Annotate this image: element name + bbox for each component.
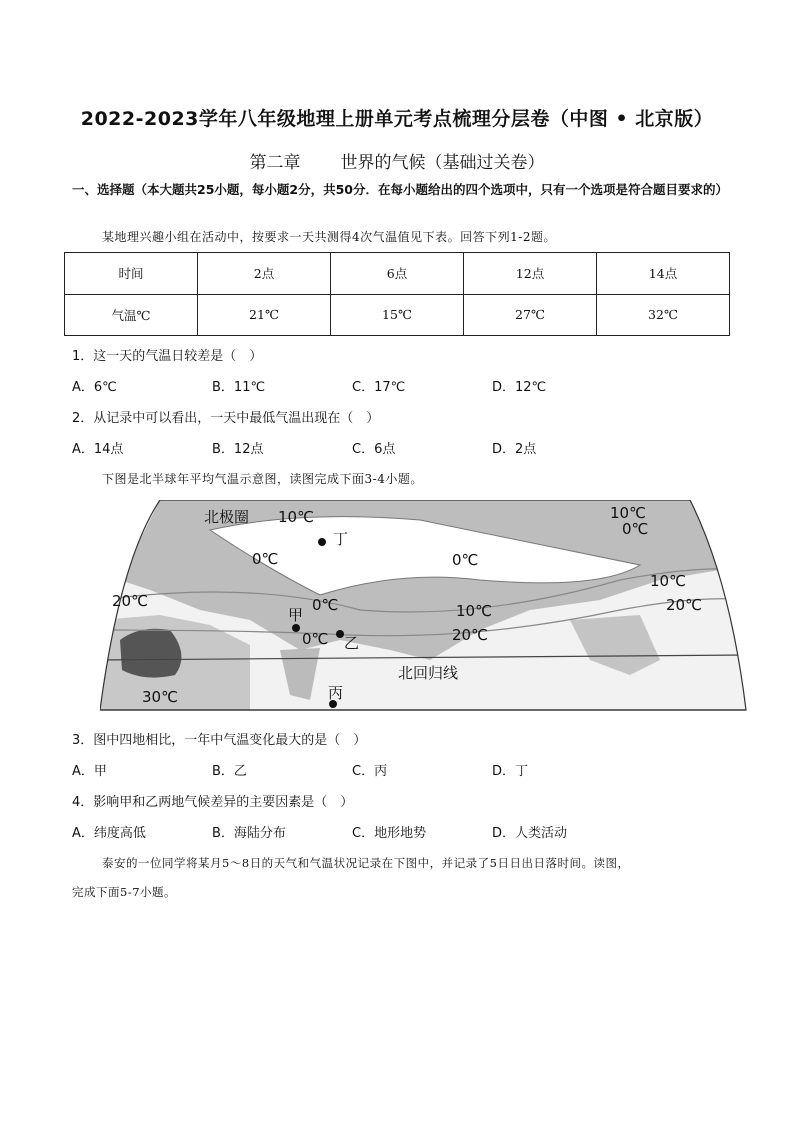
chapter-number: 第二章 (249, 153, 301, 173)
option-c[interactable]: C．6点 (352, 442, 396, 457)
intro-q5-7-line1: 泰安的一位同学将某月5～8日的天气和气温状况记录在下图中，并记录了5日日出日落时间。读图， (102, 856, 630, 870)
label-yi: 乙 (344, 634, 360, 652)
table-cell: 27℃ (464, 294, 597, 336)
label-10c: 10℃ (456, 602, 492, 620)
chapter-title: 世界的气候（基础过关卷） (340, 153, 545, 173)
label-tropic-of-cancer: 北回归线 (398, 664, 459, 682)
question-4: 4．影响甲和乙两地气候差异的主要因素是（ ） (72, 795, 354, 810)
option-b[interactable]: B．11℃ (212, 380, 266, 395)
option-b[interactable]: B．乙 (212, 764, 247, 779)
label-10c: 10℃ (610, 504, 646, 522)
table-cell: 12点 (464, 253, 597, 295)
option-a[interactable]: A．14点 (72, 442, 124, 457)
table-cell: 15℃ (331, 294, 464, 336)
table-cell: 32℃ (597, 294, 730, 336)
label-arctic-circle: 北极圈 (204, 508, 250, 526)
location-yi-dot (336, 630, 344, 638)
table-cell: 14点 (597, 253, 730, 295)
section-instructions (72, 180, 732, 200)
option-d[interactable]: D．12℃ (492, 380, 547, 395)
label-10c: 10℃ (650, 572, 686, 590)
option-b[interactable]: B．12点 (212, 442, 264, 457)
temperature-map (100, 500, 748, 714)
label-0c: 0℃ (312, 596, 339, 614)
label-20c: 20℃ (666, 596, 702, 614)
chapter-heading (0, 148, 794, 173)
section-description: （本大题共25小题，每小题2分，共50分．在每小题给出的四个选项中，只有一个选项是符合题目要求的） (134, 182, 729, 197)
page-title: 2022-2023学年八年级地理上册单元考点梳理分层卷（中图 • 北京版） (80, 108, 714, 130)
intro-q5-7-line2: 完成下面5-7小题。 (72, 885, 177, 899)
option-d[interactable]: D．丁 (492, 764, 529, 779)
option-a[interactable]: A．纬度高低 (72, 826, 146, 841)
option-c[interactable]: C．17℃ (352, 380, 406, 395)
label-0c: 0℃ (622, 520, 649, 538)
table-cell: 时间 (65, 253, 198, 295)
option-c[interactable]: C．丙 (352, 764, 388, 779)
option-a[interactable]: A．甲 (72, 764, 107, 779)
temperature-table (64, 252, 730, 336)
location-ding-dot (318, 538, 326, 546)
intro-q3-4: 下图是北半球年平均气温示意图，读图完成下面3-4小题。 (102, 472, 423, 486)
question-1: 1．这一天的气温日较差是（ ） (72, 349, 263, 364)
question-2: 2．从记录中可以看出，一天中最低气温出现在（ ） (72, 411, 380, 426)
option-b[interactable]: B．海陆分布 (212, 826, 286, 841)
option-d[interactable]: D．2点 (492, 442, 537, 457)
question-3: 3．图中四地相比，一年中气温变化最大的是（ ） (72, 733, 367, 748)
table-cell: 2点 (198, 253, 331, 295)
label-jia: 甲 (288, 606, 304, 624)
label-0c: 0℃ (452, 551, 479, 569)
hot-zone (120, 629, 181, 678)
table-row (65, 294, 730, 336)
label-0c: 0℃ (252, 550, 279, 568)
table-row (65, 253, 730, 295)
table-cell: 气温℃ (65, 294, 198, 336)
label-20c: 20℃ (112, 592, 148, 610)
section-label: 一、选择题 (72, 182, 135, 197)
label-0c: 0℃ (302, 630, 329, 648)
option-c[interactable]: C．地形地势 (352, 826, 427, 841)
label-30c: 30℃ (142, 688, 178, 706)
option-d[interactable]: D．人类活动 (492, 826, 568, 841)
label-ding: 丁 (333, 530, 349, 548)
intro-q1-2: 某地理兴趣小组在活动中，按要求一天共测得4次气温值见下表。回答下列1-2题。 (102, 230, 556, 244)
label-10c: 10℃ (278, 508, 314, 526)
option-a[interactable]: A．6℃ (72, 380, 117, 395)
location-jia-dot (292, 624, 300, 632)
label-20c: 20℃ (452, 626, 488, 644)
table-cell: 6点 (331, 253, 464, 295)
table-cell: 21℃ (198, 294, 331, 336)
label-bing: 丙 (328, 684, 344, 702)
